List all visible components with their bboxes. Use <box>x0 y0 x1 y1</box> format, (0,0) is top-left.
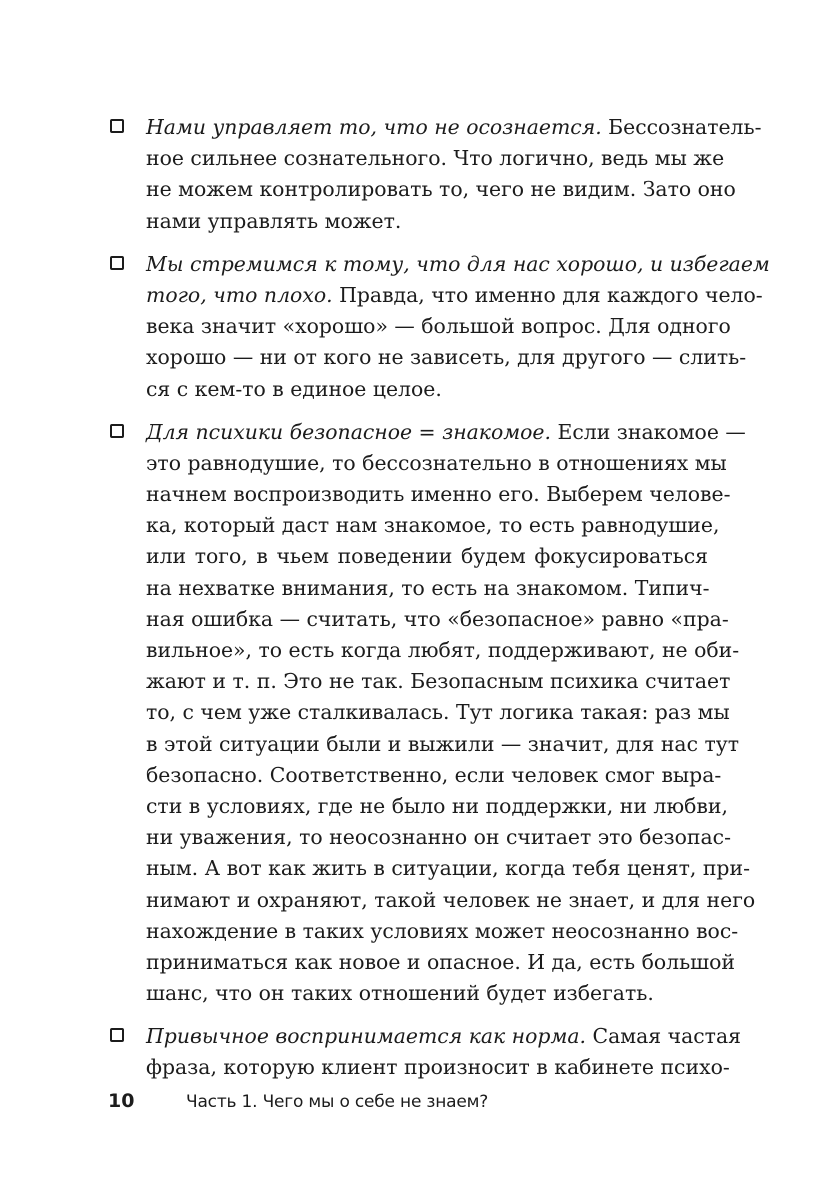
checklist-item <box>108 249 770 405</box>
body-text: нимают и охраняют, такой человек не знает, и для него <box>146 887 756 912</box>
text-line <box>146 791 728 822</box>
text-line <box>146 448 727 479</box>
text-line <box>146 666 731 697</box>
text-line <box>146 916 739 947</box>
running-title: Часть 1. Чего мы о себе не знаем? <box>186 1092 489 1112</box>
body-text: Самая частая <box>586 1024 741 1049</box>
text-line <box>146 112 762 143</box>
text-line <box>146 174 736 205</box>
body-text: вильное», то есть когда любят, поддерживают, не оби- <box>146 638 740 662</box>
body-text: жают и т. п. Это не так. Безопасным психика считает <box>146 669 731 694</box>
italic-lead: Мы стремимся к тому, что для нас хорошо, и избегаем <box>146 251 770 276</box>
text-line <box>146 978 708 1009</box>
body-text: шанс, что он таких отношений будет избегать. <box>146 981 654 1006</box>
text-line <box>146 479 731 510</box>
body-text: нахождение в таких условиях может неосознанно вос- <box>146 918 739 943</box>
checklist-item <box>108 417 756 1010</box>
text-line <box>146 697 730 728</box>
checkbox-icon <box>110 424 124 438</box>
body-text: фраза, которую клиент произносит в кабинете психо- <box>146 1055 730 1080</box>
text-line <box>146 510 720 541</box>
text-line <box>146 342 747 373</box>
body-text: нами управлять может. <box>146 208 402 233</box>
page-number: 10 <box>108 1090 135 1112</box>
text-line <box>146 1052 730 1083</box>
text-line <box>146 206 708 237</box>
body-text: Если знакомое — <box>551 419 746 444</box>
body-text: хорошо — ни от кого не зависеть, для другого — слить- <box>146 345 747 370</box>
body-text: на нехватке внимания, то есть на знакомом. Типич- <box>146 575 710 600</box>
checkbox-icon <box>110 256 124 270</box>
text-line <box>146 573 708 604</box>
text-line <box>146 947 736 978</box>
body-text: Правда, что именно для каждого чело- <box>332 282 763 307</box>
text-line <box>146 822 731 853</box>
italic-lead: Для психики безопасное = знакомое. <box>146 419 551 444</box>
checklist <box>108 112 770 1096</box>
text-line <box>146 635 740 666</box>
text-line <box>146 249 770 280</box>
text-line <box>146 885 756 916</box>
checklist-item <box>108 112 762 237</box>
page-footer <box>108 1090 488 1120</box>
body-text: начнем воспроизводить именно его. Выберем челове- <box>146 482 731 507</box>
body-text: или того, в чьем поведении будем фокусироваться <box>146 544 708 569</box>
body-text: Бессознатель- <box>601 115 762 139</box>
body-text: приниматься как новое и опасное. И да, есть большой <box>146 949 736 974</box>
body-text: в этой ситуации были и выжили — значит, для нас тут <box>146 731 740 756</box>
body-text: ным. А вот как жить в ситуации, когда тебя ценят, при- <box>146 856 750 881</box>
body-text: то, с чем уже сталкивалась. Тут логика такая: раз мы <box>146 700 730 725</box>
text-line <box>146 417 746 448</box>
text-line <box>146 729 740 760</box>
body-text: ся с кем-то в единое целое. <box>146 376 442 401</box>
body-text: не можем контролировать то, чего не видим. Зато оно <box>146 177 736 202</box>
text-line <box>146 853 750 884</box>
checkbox-icon <box>110 1028 124 1042</box>
checklist-item <box>108 1021 741 1083</box>
body-text: ка, который даст нам знакомое, то есть равнодушие, <box>146 513 720 538</box>
body-text: века значит «хорошо» — большой вопрос. Для одного <box>146 314 731 339</box>
body-text: ное сильнее сознательного. Что логично, ведь мы же <box>146 146 725 171</box>
text-line <box>146 541 708 572</box>
checkbox-icon <box>110 119 124 133</box>
body-text: безопасно. Соответственно, если человек смог выра- <box>146 762 722 787</box>
italic-lead: Нами управляет то, что не осознается. <box>146 115 602 139</box>
text-line <box>146 604 729 635</box>
body-text: ни уважения, то неосознанно он считает это безопас- <box>146 825 731 850</box>
body-text: это равнодушие, то бессознательно в отношениях мы <box>146 450 727 475</box>
text-line <box>146 143 725 174</box>
text-line <box>146 1021 741 1052</box>
italic-lead: того, что плохо. <box>146 282 333 307</box>
text-line <box>146 374 708 405</box>
body-text: ная ошибка — считать, что «безопасное» равно «пра- <box>146 606 729 631</box>
text-line <box>146 311 731 342</box>
body-text: сти в условиях, где не было ни поддержки, ни любви, <box>146 793 728 818</box>
text-line <box>146 280 763 311</box>
text-line <box>146 760 722 791</box>
italic-lead: Привычное воспринимается как норма. <box>146 1024 586 1049</box>
